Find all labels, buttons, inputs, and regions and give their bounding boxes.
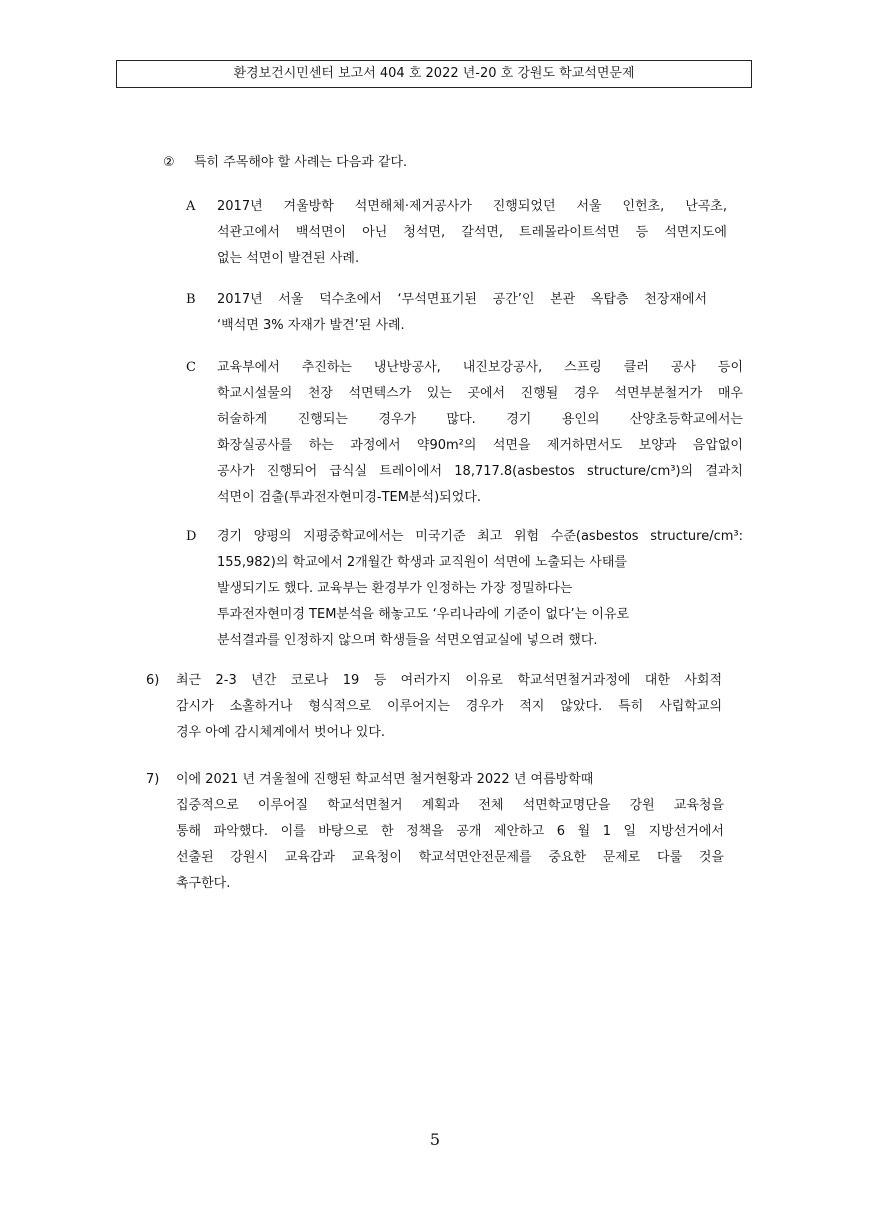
case-c-line: 공사가 진행되어 급식실 트레이에서 18,717.8(asbestos structure/cm³)의 결과치: [217, 464, 743, 479]
item-7-marker: 7): [146, 772, 160, 787]
item-6-line: 감시가 소홀하거나 형식적으로 이루어지는 경우가 적지 않았다. 특히 사립학교의: [176, 699, 722, 714]
page-header: 환경보건시민센터 보고서 404 호 2022 년-20 호 강원도 학교석면문제: [116, 60, 752, 88]
item-6-line: 경우 아예 감시체계에서 벗어나 있다.: [176, 725, 386, 740]
case-d-marker: D: [186, 529, 197, 544]
case-d-line: 경기 양평의 지평중학교에서는 미국기준 최고 위험 수준(asbestos structure/cm³:: [217, 529, 743, 544]
item-6-marker: 6): [146, 673, 160, 688]
case-c-line: 석면이 검출(투과전자현미경-TEM분석)되었다.: [217, 490, 481, 505]
case-d-line: 발생되기도 했다. 교육부는 환경부가 인정하는 가장 정밀하다는: [217, 581, 573, 596]
case-d-line: 분석결과를 인정하지 않으며 학생들을 석면오염교실에 넣으려 했다.: [217, 633, 598, 648]
case-b-line: ‘백석면 3% 자재가 발견’된 사례.: [217, 318, 405, 333]
case-c-line: 허술하게 진행되는 경우가 많다. 경기 용인의 산양초등학교에서는: [217, 412, 743, 427]
item-7-text: [176, 767, 724, 897]
intro-marker: ②: [163, 155, 175, 170]
item-6-line: 최근 2-3 년간 코로나 19 등 여러가지 이유로 학교석면철거과정에 대한 사회적: [176, 673, 722, 688]
case-b-marker: B: [186, 292, 196, 307]
case-a-line: 석관고에서 백석면이 아닌 청석면, 갈석면, 트레몰라이트석면 등 석면지도에: [217, 225, 727, 240]
case-a-marker: A: [186, 199, 196, 214]
case-c-line: 학교시설물의 천장 석면텍스가 있는 곳에서 진행될 경우 석면부분철거가 매우: [217, 386, 743, 401]
item-7-line: 집중적으로 이루어질 학교석면철거 계획과 전체 석면학교명단을 강원 교육청을: [176, 798, 724, 813]
case-c-marker: C: [186, 360, 196, 375]
case-c-line: 교육부에서 추진하는 냉난방공사, 내진보강공사, 스프링 클러 공사 등이: [217, 360, 743, 375]
intro-text: 특히 주목해야 할 사례는 다음과 같다.: [194, 155, 408, 170]
item-6-text: [176, 668, 722, 746]
case-c-text: [217, 355, 743, 511]
item-7-line: 이에 2021 년 겨울철에 진행된 학교석면 철거현황과 2022 년 여름방학때: [176, 772, 594, 787]
item-7-line: 통해 파악했다. 이를 바탕으로 한 정책을 공개 제안하고 6 월 1 일 지방선거에서: [176, 824, 724, 839]
case-d-line: 투과전자현미경 TEM분석을 해놓고도 ‘우리나라에 기준이 없다’는 이유로: [217, 607, 630, 622]
case-b-text: [217, 287, 707, 339]
case-c-line: 화장실공사를 하는 과정에서 약90m²의 석면을 제거하면서도 보양과 음압없이: [217, 438, 743, 453]
case-a-line: 2017년 겨울방학 석면해체·제거공사가 진행되었던 서울 인헌초, 난곡초,: [217, 199, 727, 214]
case-d-text: [217, 524, 743, 654]
page-number: 5: [429, 1130, 441, 1149]
case-d-line: 155,982)의 학교에서 2개월간 학생과 교직원이 석면에 노출되는 사태를: [217, 555, 627, 570]
case-a-text: [217, 194, 727, 272]
case-a-line: 없는 석면이 발견된 사례.: [217, 251, 360, 266]
item-7-line: 선출된 강원시 교육감과 교육청이 학교석면안전문제를 중요한 문제로 다룰 것을: [176, 850, 724, 865]
case-b-line: 2017년 서울 덕수초에서 ‘무석면표기된 공간’인 본관 옥탑층 천장재에서: [217, 292, 707, 307]
item-7-line: 촉구한다.: [176, 876, 231, 891]
